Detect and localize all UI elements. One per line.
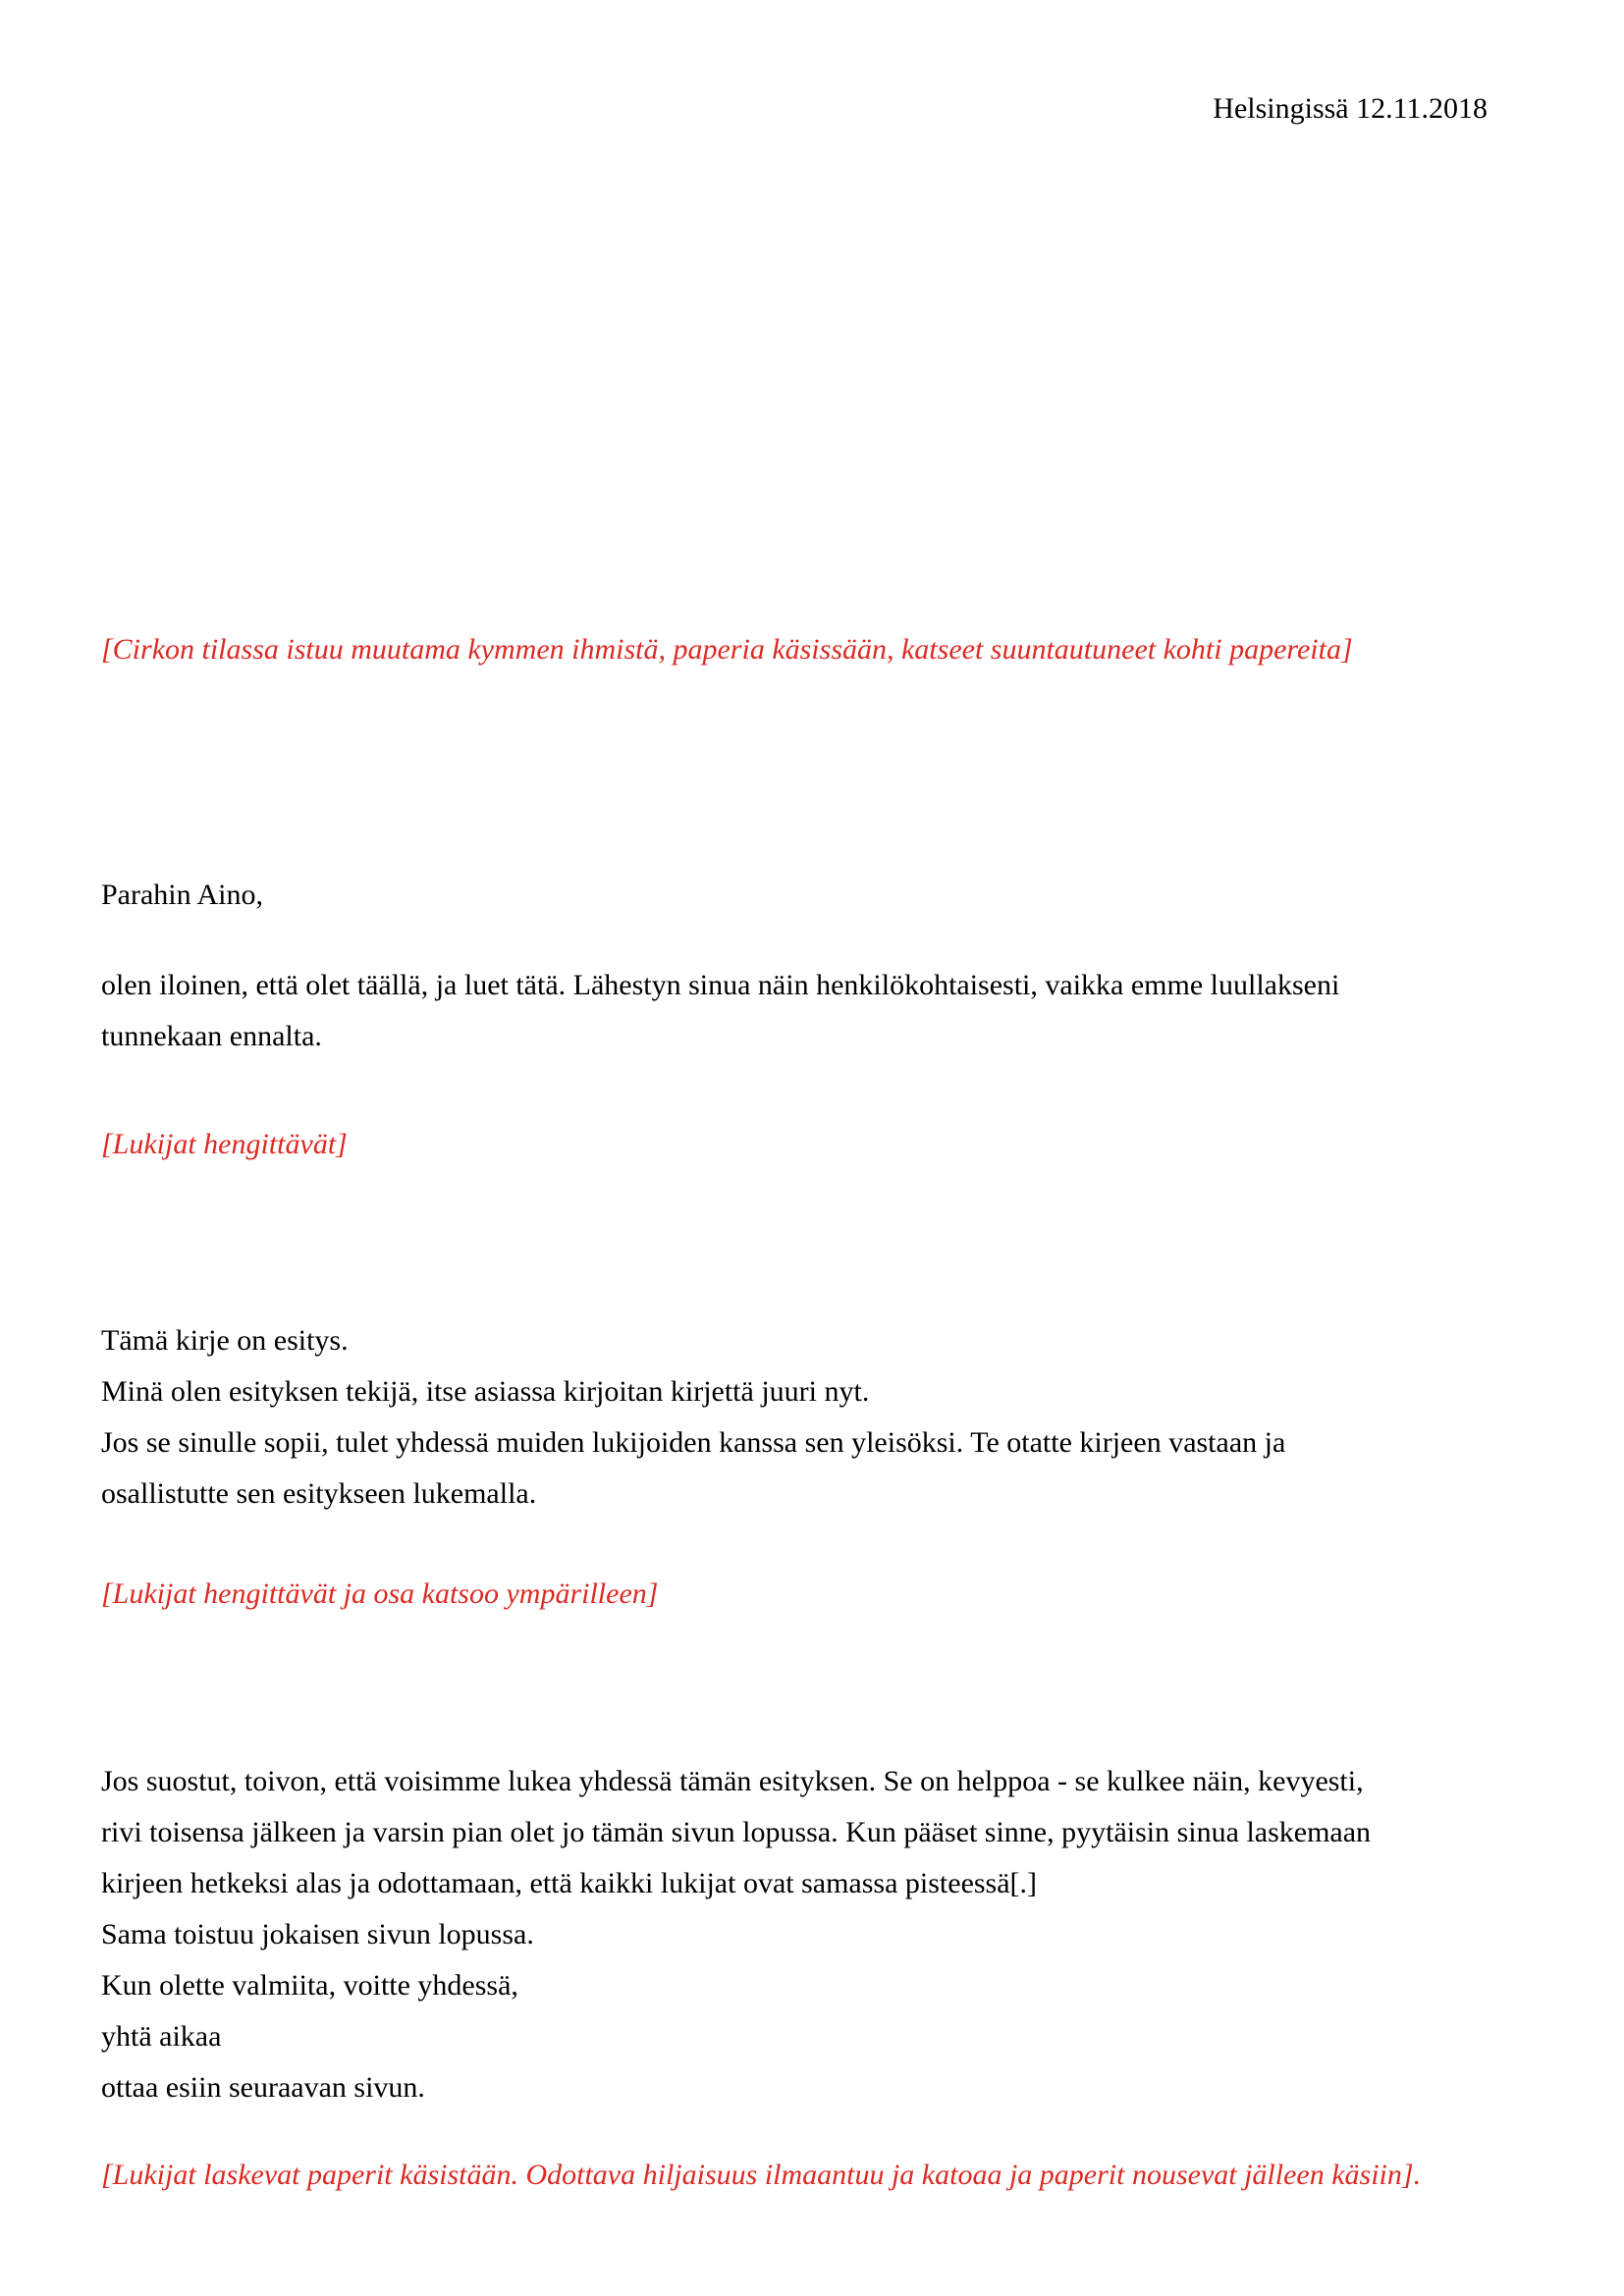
stage-direction-opening: [Cirkon tilassa istuu muutama kymmen ihmistä, paperia käsissään, katseet suuntautuneet kohti papereita] — [101, 633, 1353, 666]
paragraph-line: Sama toistuu jokaisen sivun lopussa. — [101, 1918, 534, 1950]
paragraph-line: kirjeen hetkeksi alas ja odottamaan, että kaikki lukijat ovat samassa pisteessä[.] — [101, 1867, 1038, 1899]
paragraph-line: Jos se sinulle sopii, tulet yhdessä muiden lukijoiden kanssa sen yleisöksi. Te otatte kirjeen vastaan ja — [101, 1426, 1286, 1459]
paragraph-line: Minä olen esityksen tekijä, itse asiassa kirjoitan kirjettä juuri nyt. — [101, 1375, 870, 1408]
paragraph-line: Tämä kirje on esitys. — [101, 1324, 349, 1357]
paragraph-line: rivi toisensa jälkeen ja varsin pian olet jo tämän sivun lopussa. Kun pääset sinne, pyytäisin sinua laskemaan — [101, 1816, 1372, 1848]
stage-direction-readers-breathe: [Lukijat hengittävät] — [101, 1128, 348, 1160]
salutation: Parahin Aino, — [101, 879, 263, 911]
paragraph-line: Jos suostut, toivon, että voisimme lukea yhdessä tämän esityksen. Se on helppoa - se kulkee näin, kevyesti, — [101, 1765, 1364, 1797]
stage-direction-closing: [Lukijat laskevat paperit käsistään. Odottava hiljaisuus ilmaantuu ja katoaa ja paperit nousevat jälleen käsiin]. — [101, 2159, 1422, 2191]
paragraph-line: olen iloinen, että olet täällä, ja luet tätä. Lähestyn sinua näin henkilökohtaisesti, vaikka emme luullakseni — [101, 969, 1340, 1001]
paragraph-line: yhtä aikaa — [101, 2020, 222, 2053]
stage-direction-readers-look-around: [Lukijat hengittävät ja osa katsoo ympärilleen] — [101, 1577, 659, 1610]
paragraph-line: osallistutte sen esitykseen lukemalla. — [101, 1477, 537, 1510]
paragraph-line: ottaa esiin seuraavan sivun. — [101, 2071, 425, 2104]
paragraph-reading-instructions — [101, 1756, 1536, 2113]
dateline: Helsingissä 12.11.2018 — [1213, 92, 1488, 125]
paragraph-this-letter-is-a-performance — [101, 1315, 1536, 1520]
paragraph-line: Kun olette valmiita, voitte yhdessä, — [101, 1969, 518, 2002]
paragraph-greeting — [101, 960, 1536, 1062]
paragraph-line: tunnekaan ennalta. — [101, 1020, 322, 1052]
